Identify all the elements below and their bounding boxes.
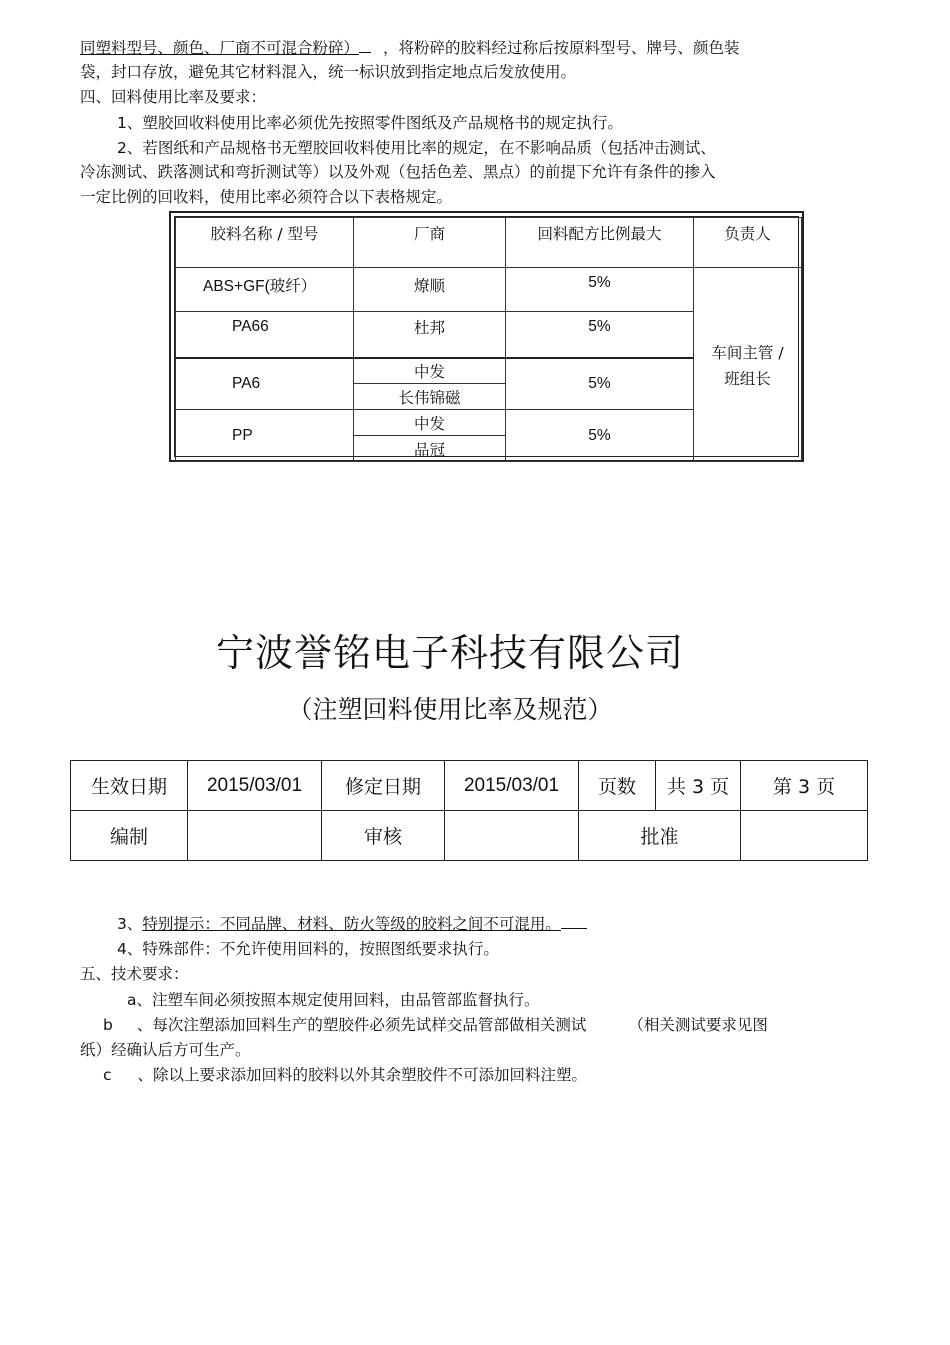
table-row xyxy=(176,268,802,312)
document-info-table xyxy=(70,760,868,861)
reviewed-label: 审核 xyxy=(322,811,445,861)
ratio-cell: 5% xyxy=(506,358,694,410)
vendor-cell: 中发 xyxy=(354,358,506,384)
vendor-cell: 品冠 xyxy=(354,436,506,462)
current-page: 第 3 页 xyxy=(741,761,868,811)
material-cell: PA66 xyxy=(176,312,354,358)
ratio-cell: 5% xyxy=(506,410,694,462)
note-item-3-prefix: 3、 xyxy=(117,915,143,933)
effective-date-label: 生效日期 xyxy=(71,761,188,811)
approved-label: 批准 xyxy=(579,811,741,861)
tech-req-c-text: 、除以上要求添加回料的胶料以外其余塑胶件不可添加回料注塑。 xyxy=(137,1066,588,1084)
tech-req-a: a、注塑车间必须按照本规定使用回料，由品管部监督执行。 xyxy=(127,991,540,1009)
header-vendor: 厂商 xyxy=(354,218,506,268)
tech-req-c xyxy=(103,1064,587,1086)
info-row-approvals xyxy=(71,811,868,861)
reviewed-value xyxy=(445,811,579,861)
tech-req-b-letter: b xyxy=(103,1016,113,1034)
section-4-item-2-line-1: 2、若图纸和产品规格书无塑胶回收料使用比率的规定，在不影响品质（包括冲击测试、 xyxy=(117,139,716,157)
tech-req-b-paren: （相关测试要求见图 xyxy=(628,1016,768,1034)
owner-line-2: 班组长 xyxy=(724,369,771,388)
prepared-label: 编制 xyxy=(71,811,188,861)
intro-line-1 xyxy=(80,37,740,59)
note-item-3 xyxy=(117,913,587,935)
material-cell: ABS+GF(玻纤） xyxy=(176,268,354,312)
vendor-cell: 中发 xyxy=(354,410,506,436)
revised-date-label: 修定日期 xyxy=(322,761,445,811)
company-name: 宁波誉铭电子科技有限公司 xyxy=(215,631,684,675)
vendor-cell: 燎顺 xyxy=(354,268,506,312)
owner-cell xyxy=(694,268,802,462)
pages-label: 页数 xyxy=(579,761,656,811)
ratio-cell: 5% xyxy=(506,268,694,312)
intro-line-2: 袋，封口存放，避免其它材料混入，统一标识放到指定地点后发放使用。 xyxy=(80,63,577,81)
vendor-cell: 杜邦 xyxy=(354,312,506,358)
material-cell: PP xyxy=(176,410,354,462)
intro-underlined-text: 同塑料型号、颜色、厂商不可混合粉碎） xyxy=(80,39,360,57)
material-cell: PA6 xyxy=(176,358,354,410)
intro-line-1-rest: ，将粉碎的胶料经过称后按原料型号、牌号、颜色装 xyxy=(383,39,740,57)
header-max-ratio: 回料配方比例最大 xyxy=(506,218,694,268)
total-pages: 共 3 页 xyxy=(656,761,741,811)
owner-line-1: 车间主管 / xyxy=(711,343,784,362)
tech-req-b-text: 、每次注塑添加回料生产的塑胶件必须先试样交品管部做相关测试 xyxy=(136,1016,587,1034)
section-5-heading: 五、技术要求： xyxy=(80,965,189,983)
vendor-cell: 长伟锦磁 xyxy=(354,384,506,410)
effective-date-value: 2015/03/01 xyxy=(188,761,322,811)
section-4-item-2-line-3: 一定比例的回收料，使用比率必须符合以下表格规定。 xyxy=(80,188,453,206)
recycled-ratio-table xyxy=(169,211,804,462)
section-4-item-2-line-2: 冷冻测试、跌落测试和弯折测试等）以及外观（包括色差、黑点）的前提下允许有条件的掺入 xyxy=(80,163,716,181)
special-notice-text: 特别提示：不同品牌、材料、防火等级的胶料之间不可混用。 xyxy=(142,915,561,933)
ratio-cell: 5% xyxy=(506,312,694,358)
approved-value xyxy=(741,811,868,861)
revised-date-value: 2015/03/01 xyxy=(445,761,579,811)
section-4-item-1: 1、塑胶回收料使用比率必须优先按照零件图纸及产品规格书的规定执行。 xyxy=(117,114,623,132)
document-subtitle: （注塑回料使用比率及规范） xyxy=(287,695,613,724)
info-row-dates xyxy=(71,761,868,811)
tech-req-b-line-2: 纸）经确认后方可生产。 xyxy=(80,1041,251,1059)
tech-req-b xyxy=(103,1014,768,1036)
header-material: 胶料名称 / 型号 xyxy=(176,218,354,268)
note-item-4: 4、特殊部件：不允许使用回料的，按照图纸要求执行。 xyxy=(117,940,499,958)
tech-req-c-letter: c xyxy=(103,1066,112,1084)
header-owner: 负责人 xyxy=(694,218,802,268)
section-4-heading: 四、回料使用比率及要求： xyxy=(80,88,267,106)
prepared-value xyxy=(188,811,322,861)
ratio-header-row xyxy=(176,218,802,268)
